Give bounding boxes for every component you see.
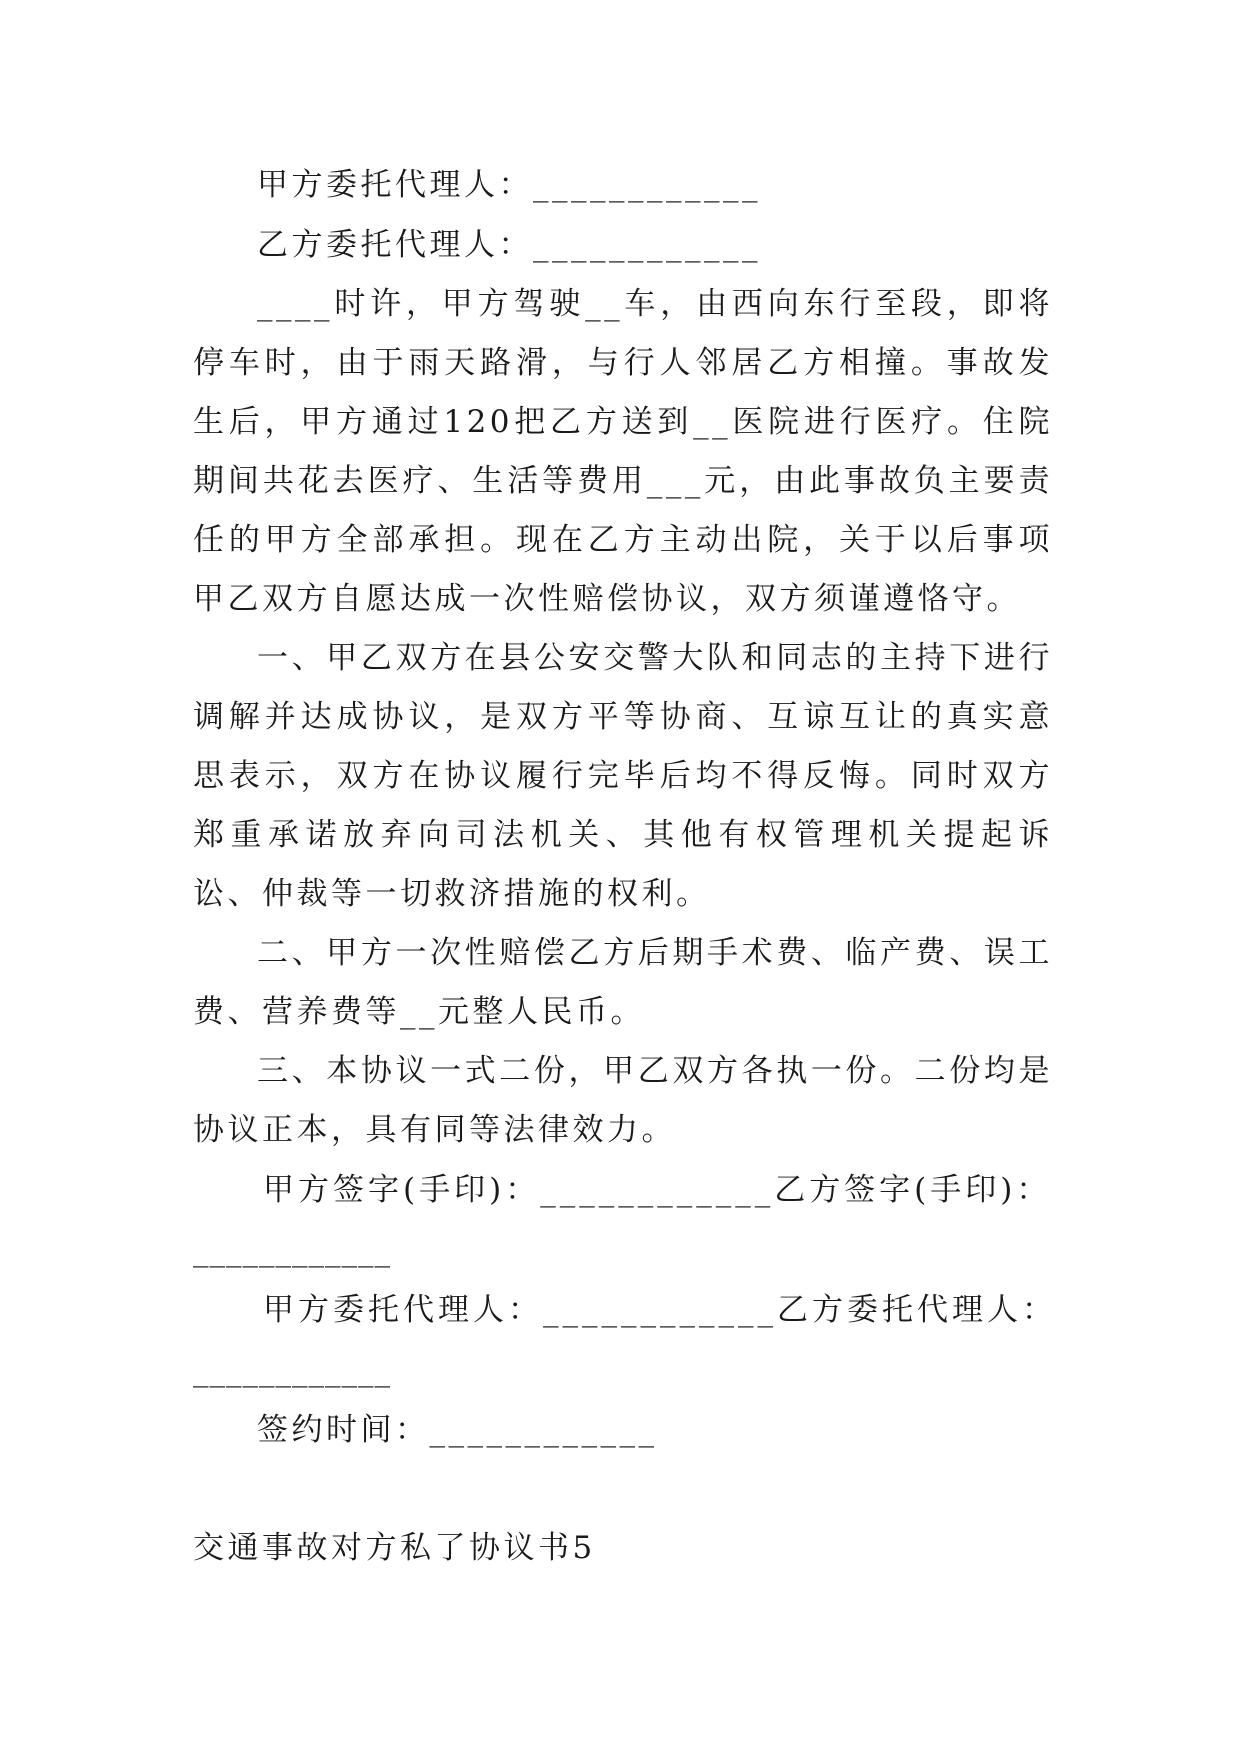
paragraph-clause-2: 二、甲方一次性赔偿乙方后期手术费、临产费、误工费、营养费等__元整人民币。 xyxy=(193,935,1053,1030)
paragraph-incident: ____时许，甲方驾驶__车，由西向东行至段，即将停车时，由于雨天路滑，与行人邻居乙方相撞。事故发生后，甲方通过120把乙方送到__医院进行医疗。住院期间共花去医疗、生活等费用___元，由此事故负主要责任的甲方全部承担。现在乙方主动出院，关于以后事项甲乙双方自愿达成一次性赔偿协议，双方须谨遵恪守。 xyxy=(193,286,1053,617)
signature-line: 甲方签字(手印)：____________乙方签字(手印)： xyxy=(263,1172,1052,1208)
agent-signature-line: 甲方委托代理人：____________乙方委托代理人： xyxy=(263,1292,1057,1328)
signing-date-line: 签约时间：____________ xyxy=(257,1412,658,1448)
agent-signature-blank: ____________ xyxy=(193,1352,391,1388)
paragraph-clause-1: 一、甲乙双方在县公安交警大队和同志的主持下进行调解并达成协议，是双方平等协商、互谅互让的真实意思表示，双方在协议履行完毕后均不得反悔。同时双方郑重承诺放弃向司法机关、其他有权管理机关提起诉讼、仲裁等一切救济措施的权利。 xyxy=(193,640,1053,912)
signature-blank: ____________ xyxy=(193,1232,391,1268)
spacer xyxy=(193,1460,1053,1518)
party-b-agent-line: 乙方委托代理人：____________ xyxy=(257,227,761,263)
next-section-title: 交通事故对方私了协议书5 xyxy=(193,1530,596,1566)
paragraph-clause-3: 三、本协议一式二份，甲乙双方各执一份。二份均是协议正本，具有同等法律效力。 xyxy=(193,1053,1053,1148)
document-page xyxy=(193,155,1057,1578)
party-a-agent-line: 甲方委托代理人：____________ xyxy=(257,167,761,203)
